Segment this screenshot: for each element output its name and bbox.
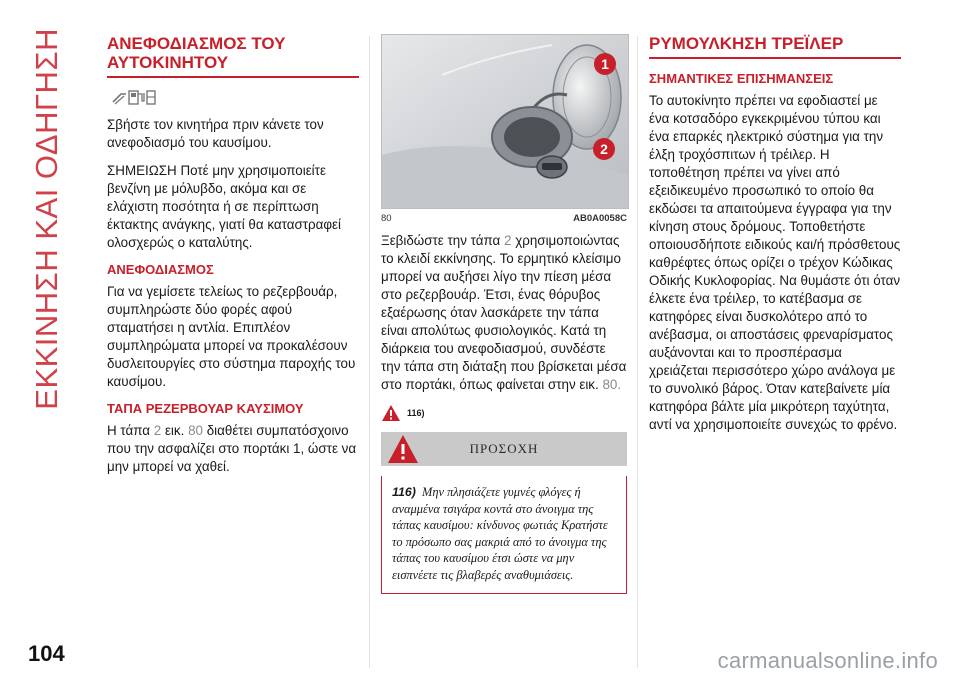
towing-subheading: ΣΗΜΑΝΤΙΚΕΣ ΕΠΙΣΗΜΑΝΣΕΙΣ (649, 71, 834, 86)
warning-reference-number: 116) (407, 408, 425, 418)
column-divider (369, 36, 370, 668)
refueling-subheading: ΑΝΕΦΟΔΙΑΣΜΟΣ (107, 262, 214, 277)
warning-header (381, 432, 627, 466)
warning-text: Μην πλησιάζετε γυμνές φλόγες ή αναμμένα τσιγάρα κοντά στο άνοιγμα της τάπας καυσίμου: κίνδυνος φωτιάς Κρατήστε το πρόσωπο σας μακριά από το άνοιγμα της τάπας του καυσίμου έτσι ώστε να μην εισπνέετε τις βλαβερές αναθυμιάσεις. (392, 485, 608, 582)
chapter-title-text: ΕΚΚΙΝΗΣΗ ΚΑΙ ΟΔΗΓΗΣΗ (29, 28, 64, 410)
fuel-cap-text-start: Η τάπα (107, 423, 151, 438)
cap-reference: 2 (153, 423, 162, 438)
towing-title: ΡΥΜΟΥΛΚΗΣΗ ΤΡΕΪΛΕΡ (649, 34, 901, 59)
warning-triangle-icon (387, 434, 419, 464)
fuel-cap-instructions (381, 232, 627, 394)
warning-box (381, 432, 627, 594)
figure-number: 80 (381, 213, 392, 224)
fuel-cap-illustration (382, 35, 628, 208)
instructions-text: χρησιμοποιώντας το κλειδί εκκίνησης. Το ερμητικό κλείσιμο μπορεί να αυξήσει λίγο την πίεση μέσα στο ρεζερβουάρ. Έτσι, ένας θόρυβος εξαέρωσης όταν λασκάρετε την τάπα είναι απολύτως φυσιολογικός. Κατά τη διάρκεια του ανεφοδιασμού, συνδέστε την τάπα στη διάταξη που βρίσκεται μέσα στο πορτάκι, όπως φαίνεται στην εικ. (381, 233, 627, 392)
instructions-start: Ξεβιδώστε την τάπα (381, 233, 501, 248)
fuel-cap-subheading: ΤΑΠΑ ΡΕΖΕΡΒΟΥΑΡ ΚΑΥΣΙΜΟΥ (107, 401, 304, 416)
fig-abbrev: εικ. (164, 423, 185, 438)
refueling-note (107, 162, 359, 252)
callout-1: 1 (594, 53, 616, 75)
chapter-side-title (18, 28, 76, 428)
note-label: ΣΗΜΕΙΩΣΗ (107, 163, 177, 178)
watermark: carmanualsonline.info (717, 648, 938, 673)
callout-2: 2 (593, 138, 615, 160)
note-text: Ποτέ μην χρησιμοποιείτε βενζίνη με μόλυβδο, ακόμα και σε ελάχιστη ποσότητα ή σε περίπτωση έκτακτης ανάγκης, γιατί θα καταστραφεί ολοσχερώς ο καταλύτης. (107, 163, 341, 250)
fuel-cap-text-end: διαθέτει συμπατόσχοινο που την ασφαλίζει στο πορτάκι 1, ώστε να μην μπορεί να χαθεί. (107, 423, 357, 474)
refueling-text: Για να γεμίσετε τελείως το ρεζερβουάρ, συμπληρώστε δύο φορές αφού σταματήσει η αντλία. Επιπλέον συμπληρώματα μπορεί να προκαλέσουν δυσλειτουργίες στο σύστημα παροχής του καυσίμου. (107, 284, 356, 389)
towing-text: Το αυτοκίνητο πρέπει να εφοδιαστεί με ένα κοτσαδόρο εγκεκριμένου τύπου και ένα επαρκές ηλεκτρικό σύστημα για την έλξη τροχόσπιτων ή τρέιλερ. Η τοποθέτηση πρέπει να γίνει από εξειδικευμένο προσωπικό το οποίο θα εκδώσει τα απαιτούμενα έγγραφα για την κίνηση στους δρόμους. Τοποθετήστε οποιουσδήποτε ειδικούς και/ή πρόσθετους καθρέφτες όπως ορίζει ο τρέχον Κώδικας Οδικής Κυκλοφορίας. Να θυμάστε ότι όταν έλκετε ένα τρέιλερ, το κατέβασμα σε κατηφόρες είναι δυσκολότερο από το ανέβασμα, οι αποστάσεις φρεναρίσματος αυξάνονται και το προσπέρασμα χρειάζεται περισσότερο χώρο ανάλογα με το συνολικό βάρος. Όταν κατεβαίνετε μία κατηφόρα βάλτε μία μικρότερη ταχύτητα, αντί να χρησιμοποιείτε συνεχώς το φρένο. (649, 93, 901, 432)
figure-reference: 80. (602, 377, 622, 392)
column-divider (637, 36, 638, 668)
fuel-cap-column (381, 34, 627, 594)
warning-title: ΠΡΟΣΟΧΗ (469, 441, 539, 456)
fuel-cap-text (107, 422, 359, 476)
warning-triangle-icon (381, 404, 401, 422)
figure-caption (381, 213, 627, 224)
towing-column (649, 34, 901, 444)
refueling-intro: Σβήστε τον κινητήρα πριν κάνετε τον ανεφοδιασμό του καυσίμου. (107, 117, 324, 150)
figure-reference: 80 (188, 423, 203, 438)
refueling-title: ΑΝΕΦΟΔΙΑΣΜΟΣ ΤΟΥ ΑΥΤΟΚΙΝΗΤΟΥ (107, 34, 359, 78)
figure-code: AB0A0058C (573, 213, 627, 224)
cap-reference: 2 (504, 233, 512, 248)
fuel-cap-figure (381, 34, 629, 209)
warning-reference (381, 404, 627, 422)
warning-number: 116) (392, 485, 416, 499)
fuel-pump-icon (111, 88, 157, 106)
warning-body (381, 476, 627, 594)
page-number: 104 (28, 641, 65, 666)
refueling-column (107, 34, 359, 486)
